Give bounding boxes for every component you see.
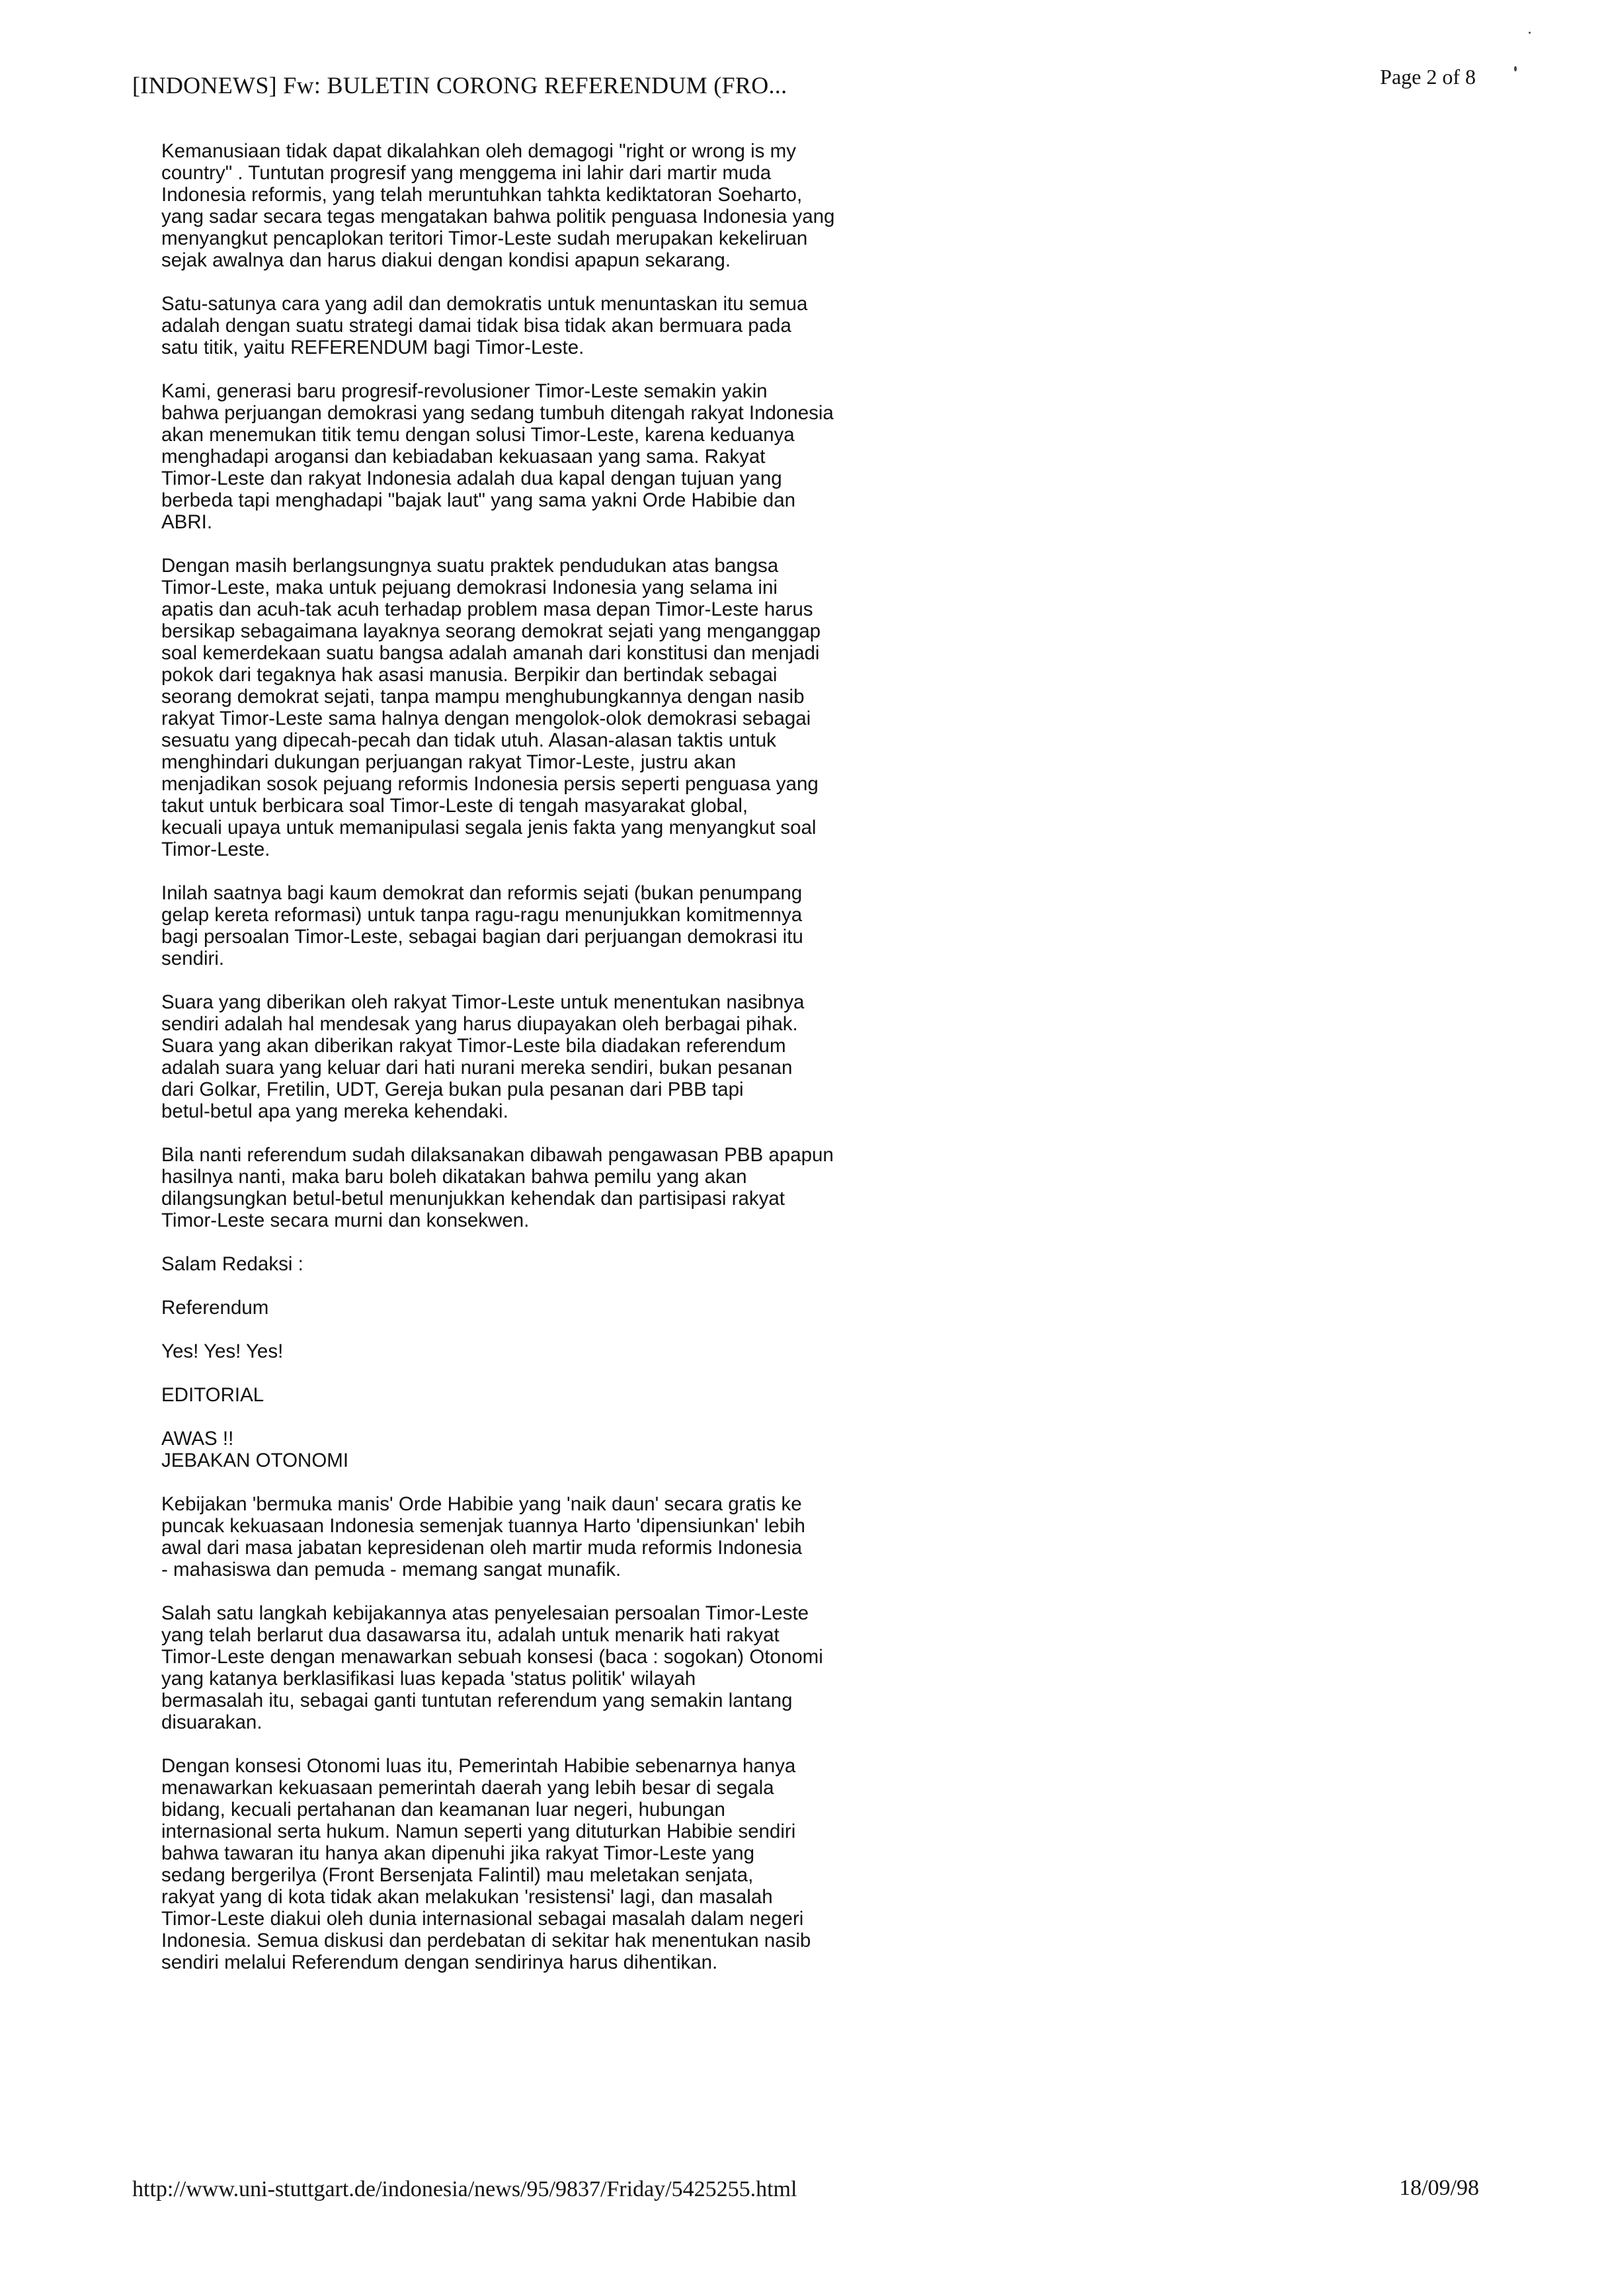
document-header-title: [INDONEWS] Fw: BULETIN CORONG REFERENDUM (FRO... bbox=[132, 72, 787, 99]
paragraph: Bila nanti referendum sudah dilaksanakan dibawah pengawasan PBB apapun hasilnya nanti, maka baru boleh dikatakan bahwa pemilu yang akan dilangsungkan betul-betul menunjukkan kehendak dan partisipasi rakyat Timor-Leste secara murni dan konsekwen. bbox=[161, 1144, 834, 1231]
paragraph: Dengan konsesi Otonomi luas itu, Pemerintah Habibie sebenarnya hanya menawarkan kekuasaan pemerintah daerah yang lebih besar di segala bidang, kecuali pertahanan dan keamanan luar negeri, hubungan internasional serta hukum. Namun seperti yang dituturkan Habibie sendiri bahwa tawaran itu hanya akan dipenuhi jika rakyat Timor-Leste yang sedang bergerilya (Front Bersenjata Falintil) mau meletakan senjata, rakyat yang di kota tidak akan melakukan 'resistensi' lagi, dan masalah Timor-Leste diakui oleh dunia internasional sebagai masalah dalam negeri Indonesia. Semua diskusi dan perdebatan di sekitar hak menentukan nasib sendiri melalui Referendum dengan sendirinya harus dihentikan. bbox=[161, 1755, 811, 1973]
page-number: Page 2 of 8 bbox=[1380, 65, 1476, 89]
paragraph: Suara yang diberikan oleh rakyat Timor-Leste untuk menentukan nasibnya sendiri adalah hal mendesak yang harus diupayakan oleh berbagai pihak. Suara yang akan diberikan rakyat Timor-Leste bila diadakan referendum adalah suara yang keluar dari hati nurani mereka sendiri, bukan pesanan dari Golkar, Fretilin, UDT, Gereja bukan pula pesanan dari PBB tapi betul-betul apa yang mereka kehendaki. bbox=[161, 991, 805, 1122]
salutation: Salam Redaksi : bbox=[161, 1253, 303, 1275]
source-url: http://www.uni-stuttgart.de/indonesia/news/95/9837/Friday/5425255.html bbox=[132, 2177, 797, 2201]
scan-speck bbox=[1529, 32, 1531, 34]
paragraph: Kami, generasi baru progresif-revolusioner Timor-Leste semakin yakin bahwa perjuangan demokrasi yang sedang tumbuh ditengah rakyat Indonesia akan menemukan titik temu dengan solusi Timor-Leste, karena keduanya menghadapi arogansi dan kebiadaban kekuasaan yang sama. Rakyat Timor-Leste dan rakyat Indonesia adalah dua kapal dengan tujuan yang berbeda tapi menghadapi "bajak laut" yang sama yakni Orde Habibie dan ABRI. bbox=[161, 380, 834, 533]
section-heading: AWAS !! JEBAKAN OTONOMI bbox=[161, 1428, 349, 1471]
paragraph: Salah satu langkah kebijakannya atas penyelesaian persoalan Timor-Leste yang telah berlarut dua dasawarsa itu, adalah untuk menarik hati rakyat Timor-Leste dengan menawarkan sebuah konsesi (baca : sogokan) Otonomi yang katanya berklasifikasi luas kepada 'status politik' wilayah bermasalah itu, sebagai ganti tuntutan referendum yang semakin lantang disuarakan. bbox=[161, 1602, 823, 1733]
paragraph: Satu-satunya cara yang adil dan demokratis untuk menuntaskan itu semua adalah dengan suatu strategi damai tidak bisa tidak akan bermuara pada satu titik, yaitu REFERENDUM bagi Timor-Leste. bbox=[161, 293, 808, 358]
paragraph: Inilah saatnya bagi kaum demokrat dan reformis sejati (bukan penumpang gelap kereta reformasi) untuk tanpa ragu-ragu menunjukkan komitmennya bagi persoalan Timor-Leste, sebagai bagian dari perjuangan demokrasi itu sendiri. bbox=[161, 882, 803, 969]
section-label: EDITORIAL bbox=[161, 1384, 264, 1406]
signoff-line: Yes! Yes! Yes! bbox=[161, 1340, 284, 1362]
paragraph: Kebijakan 'bermuka manis' Orde Habibie yang 'naik daun' secara gratis ke puncak kekuasaan Indonesia semenjak tuannya Harto 'dipensiunkan' lebih awal dari masa jabatan kepresidenan oleh martir muda reformis Indonesia - mahasiswa dan pemuda - memang sangat munafik. bbox=[161, 1493, 805, 1580]
document-body bbox=[161, 140, 948, 1995]
paragraph: Kemanusiaan tidak dapat dikalahkan oleh demagogi "right or wrong is my country" . Tuntutan progresif yang menggema ini lahir dari martir muda Indonesia reformis, yang telah meruntuhkan tahkta kediktatoran Soeharto, yang sadar secara tegas mengatakan bahwa politik penguasa Indonesia yang menyangkut pencaplokan teritori Timor-Leste sudah merupakan kekeliruan sejak awalnya dan harus diakui dengan kondisi apapun sekarang. bbox=[161, 140, 835, 271]
print-date: 18/09/98 bbox=[1399, 2176, 1479, 2200]
scan-speck bbox=[1514, 66, 1517, 71]
signoff-line: Referendum bbox=[161, 1297, 269, 1319]
paragraph: Dengan masih berlangsungnya suatu praktek pendudukan atas bangsa Timor-Leste, maka untuk pejuang demokrasi Indonesia yang selama ini apatis dan acuh-tak acuh terhadap problem masa depan Timor-Leste harus bersikap sebagaimana layaknya seorang demokrat sejati yang menganggap soal kemerdekaan suatu bangsa adalah amanah dari konstitusi dan menjadi pokok dari tegaknya hak asasi manusia. Berpikir dan bertindak sebagai seorang demokrat sejati, tanpa mampu menghubungkannya dengan nasib rakyat Timor-Leste sama halnya dengan mengolok-olok demokrasi sebagai sesuatu yang dipecah-pecah dan tidak utuh. Alasan-alasan taktis untuk menghindari dukungan perjuangan rakyat Timor-Leste, justru akan menjadikan sosok pejuang reformis Indonesia persis seperti penguasa yang takut untuk berbicara soal Timor-Leste di tengah masyarakat global, kecuali upaya untuk memanipulasi segala jenis fakta yang menyangkut soal Timor-Leste. bbox=[161, 555, 821, 860]
